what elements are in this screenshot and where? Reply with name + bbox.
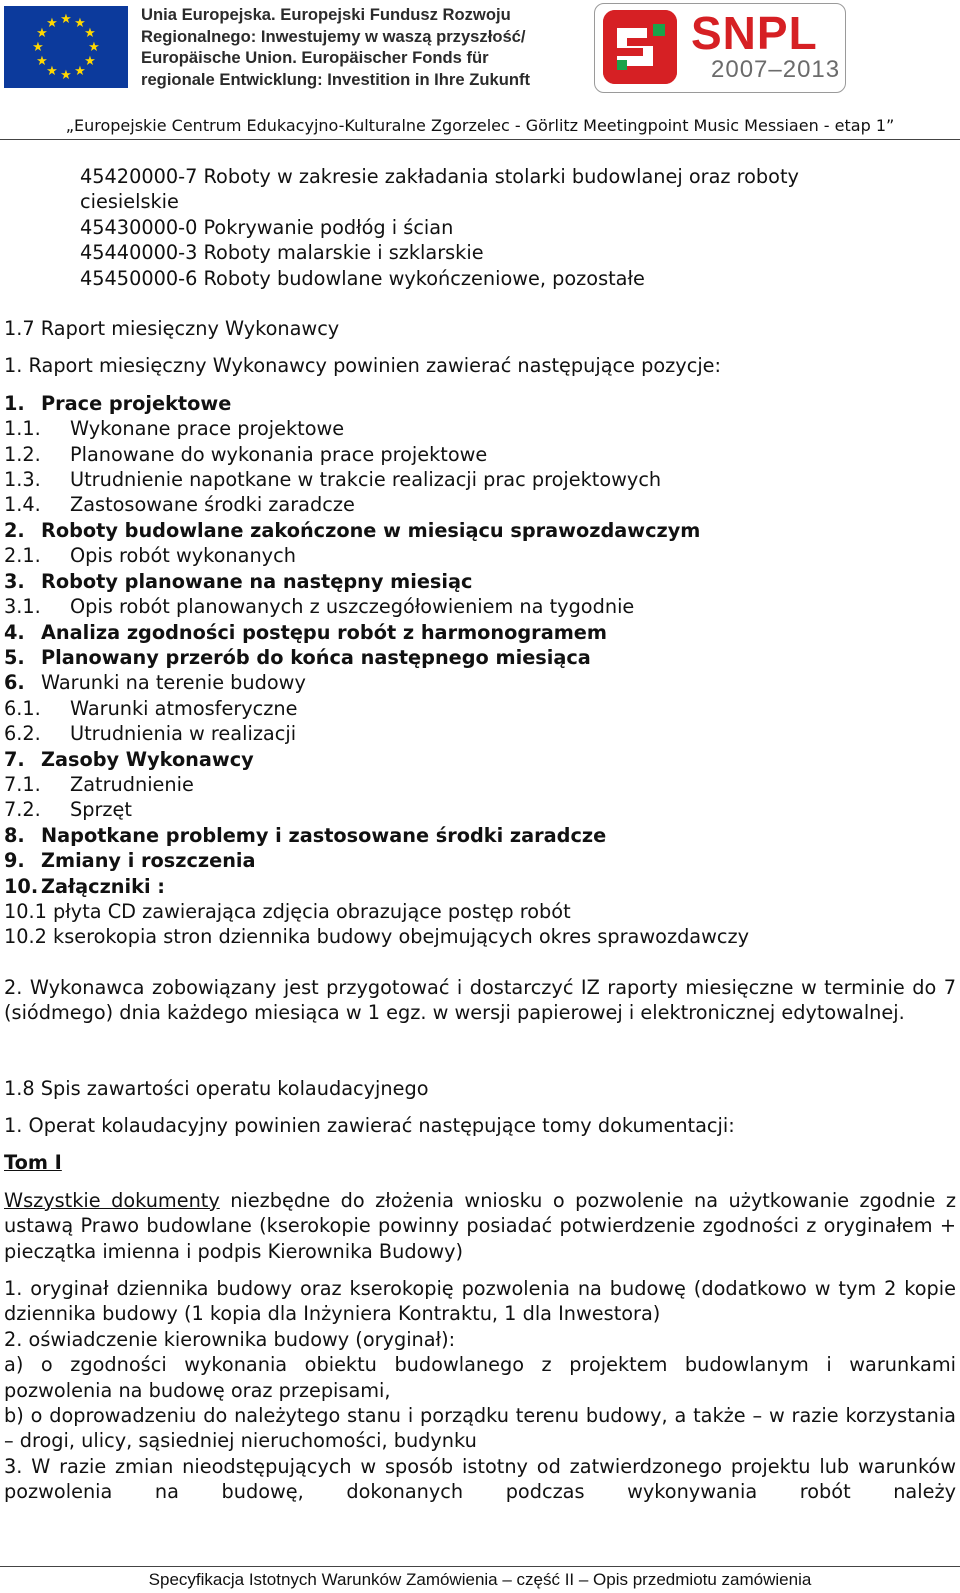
outline-number: 8. [4,823,25,847]
outline-text: Warunki atmosferyczne [70,696,298,720]
outline-number: 5. [4,645,25,669]
svg-text:★: ★ [32,40,44,55]
outline-item [4,594,956,619]
outline-number: 6. [4,671,25,695]
outline-number: 2.1. [4,544,41,568]
outline-number: 10. [4,874,39,898]
documents-paragraph [4,1188,956,1264]
outline-text: Prace projektowe [41,391,232,415]
outline-item [4,797,956,822]
svg-text:★: ★ [88,40,100,55]
outline-item [4,823,956,848]
outline-item [4,518,956,543]
svg-text:★: ★ [84,54,96,69]
svg-text:★: ★ [46,16,58,31]
document-body [4,164,956,1505]
page-header [0,0,960,140]
section-1-8-intro: 1. Operat kolaudacyjny powinien zawierać następujące tomy dokumentacji: [4,1114,735,1137]
outline-number: 1.3. [4,468,41,492]
outline-item [4,442,956,467]
snpl-emblem-icon [603,10,677,84]
eu-text-line: Unia Europejska. Europejski Fundusz Rozwoju [141,5,511,24]
outline-item [4,645,956,670]
outline-text: Roboty planowane na następny miesiąc [41,569,473,593]
outline-text: Roboty budowlane zakończone w miesiącu sprawozdawczym [41,518,701,542]
item-2: 2. oświadczenie kierownika budowy (oryginał): [4,1327,456,1351]
svg-text:★: ★ [84,26,96,41]
eu-text-line: Regionalnego: Inwestujemy w waszą przyszłość/ [141,26,526,46]
outline-item [4,721,956,746]
item-2a: a) o zgodności wykonania obiektu budowlanego z projektem budowlanym i warunkami pozwolenia na budowę oraz przepisami, [4,1353,956,1402]
outline-text: Zastosowane środki zaradcze [70,493,355,517]
delivery-paragraph: 2. Wykonawca zobowiązany jest przygotować i dostarczyć IZ raporty miesięczne w terminie do 7 (siódmego) dnia każdego miesiąca w 1 egz. w wersji papierowej i elektronicznej edytowalnej. [4,975,956,1025]
attachment-item: 10.1 płyta CD zawierająca zdjęcia obrazujące postęp robót [4,899,571,923]
cpv-code: 45430000-0 Pokrywanie podłóg i ścian [80,215,454,239]
eu-fund-text [141,4,530,90]
cpv-code-list [4,164,956,291]
outline-item [4,874,956,899]
outline-number: 2. [4,518,25,542]
outline-number: 9. [4,849,25,873]
outline-item [4,848,956,873]
svg-text:★: ★ [36,26,48,41]
outline-item [4,670,956,695]
outline-item [4,772,956,797]
item-3: 3. W razie zmian nieodstępujących w sposób istotny od zatwierdzonego projektu lub warunków pozwolenia na budowę, dokonanych podczas wykonywania robót należy [4,1454,956,1504]
outline-number: 1.4. [4,493,41,517]
project-title: „Europejskie Centrum Edukacyjno-Kulturalne Zgorzelec - Görlitz Meetingpoint Music Messiaen - etap 1” [65,116,895,135]
documents-text: niezbędne do złożenia wniosku o pozwolenie na użytkowanie zgodnie z ustawą Prawo budowlane (kserokopie powinny posiadać potwierdzenie zgodności z oryginałem + pieczątka imienna i podpis Kierownika Budowy) [4,1188,956,1263]
outline-number: 3. [4,569,25,593]
outline-number: 6.1. [4,696,41,720]
outline-item [4,416,956,441]
attachment-list [4,899,956,950]
outline-text: Opis robót planowanych z uszczegółowieniem na tygodnie [70,595,635,619]
cpv-code: 45440000-3 Roboty malarskie i szklarskie [80,241,484,265]
report-outline [4,391,956,899]
svg-text:★: ★ [46,64,58,79]
section-1-7-intro: 1. Raport miesięczny Wykonawcy powinien zawierać następujące pozycje: [4,354,722,378]
footer-divider [0,1566,960,1567]
cpv-code: 45420000-7 Roboty w zakresie zakładania stolarki budowlanej oraz roboty [80,165,799,188]
documents-link-text: Wszystkie dokumenty [4,1188,220,1212]
outline-number: 7.2. [4,798,41,822]
outline-text: Załączniki : [41,874,166,898]
outline-item [4,569,956,594]
svg-text:★: ★ [74,64,86,79]
snpl-name: SNPL [691,7,818,59]
item-1: 1. oryginał dziennika budowy oraz kserokopię pozwolenia na budowę (dodatkowo w tym 2 kopie dziennika budowy (1 kopia dla Inżyniera Kontraktu, 1 dla Inwestora) [4,1277,956,1326]
outline-text: Zasoby Wykonawcy [41,747,254,771]
svg-text:★: ★ [60,68,72,83]
eu-flag-logo [4,6,128,88]
outline-number: 1.2. [4,442,41,466]
outline-number: 4. [4,620,25,644]
tom-heading: Tom I [4,1151,62,1175]
outline-number: 1.1. [4,417,41,441]
eu-text-line: Europäische Union. Europäischer Fonds für [141,48,489,67]
section-1-7-heading: 1.7 Raport miesięczny Wykonawcy [4,317,340,341]
outline-item [4,543,956,568]
section-1-8-heading: 1.8 Spis zawartości operatu kolaudacyjnego [4,1076,429,1100]
outline-text: Planowany przerób do końca następnego miesiąca [41,645,591,669]
page-footer: Specyfikacja Istotnych Warunków Zamówienia – część II – Opis przedmiotu zamówienia [148,1570,812,1589]
snpl-years: 2007–2013 [711,56,841,83]
outline-number: 1. [4,391,25,415]
outline-text: Napotkane problemy i zastosowane środki zaradcze [41,823,607,847]
outline-text: Utrudnienie napotkane w trakcie realizacji prac projektowych [70,468,662,492]
outline-number: 7. [4,747,25,771]
snpl-logo [594,3,846,93]
cpv-code: 45450000-6 Roboty budowlane wykończeniowe, pozostałe [80,266,645,290]
svg-text:★: ★ [60,12,72,27]
outline-item [4,467,956,492]
outline-item [4,620,956,645]
outline-text: Wykonane prace projektowe [70,417,345,441]
outline-item [4,696,956,721]
outline-text: Analiza zgodności postępu robót z harmonogramem [41,620,607,644]
outline-text: Planowane do wykonania prace projektowe [70,442,488,466]
item-2b: b) o doprowadzeniu do należytego stanu i porządku terenu budowy, a także – w razie korzystania – drogi, ulicy, sąsiedniej nieruchomości, budynku [4,1404,956,1453]
outline-text: Sprzęt [70,798,132,822]
attachment-item: 10.2 kserokopia stron dziennika budowy obejmujących okres sprawozdawczy [4,925,750,949]
outline-text: Opis robót wykonanych [70,544,296,568]
outline-text: Zatrudnienie [70,772,194,796]
svg-text:★: ★ [74,16,86,31]
outline-number: 3.1. [4,595,41,619]
outline-text: Utrudnienia w realizacji [70,722,297,746]
outline-item [4,391,956,416]
outline-text: Warunki na terenie budowy [41,671,306,695]
outline-number: 7.1. [4,772,41,796]
outline-number: 6.2. [4,722,41,746]
cpv-code: ciesielskie [80,190,179,214]
outline-item [4,747,956,772]
outline-text: Zmiany i roszczenia [41,849,256,873]
header-divider [0,139,960,140]
eu-text-line: regionale Entwicklung: Investition in Ihre Zukunft [141,69,531,89]
svg-text:★: ★ [36,54,48,69]
outline-item [4,492,956,517]
